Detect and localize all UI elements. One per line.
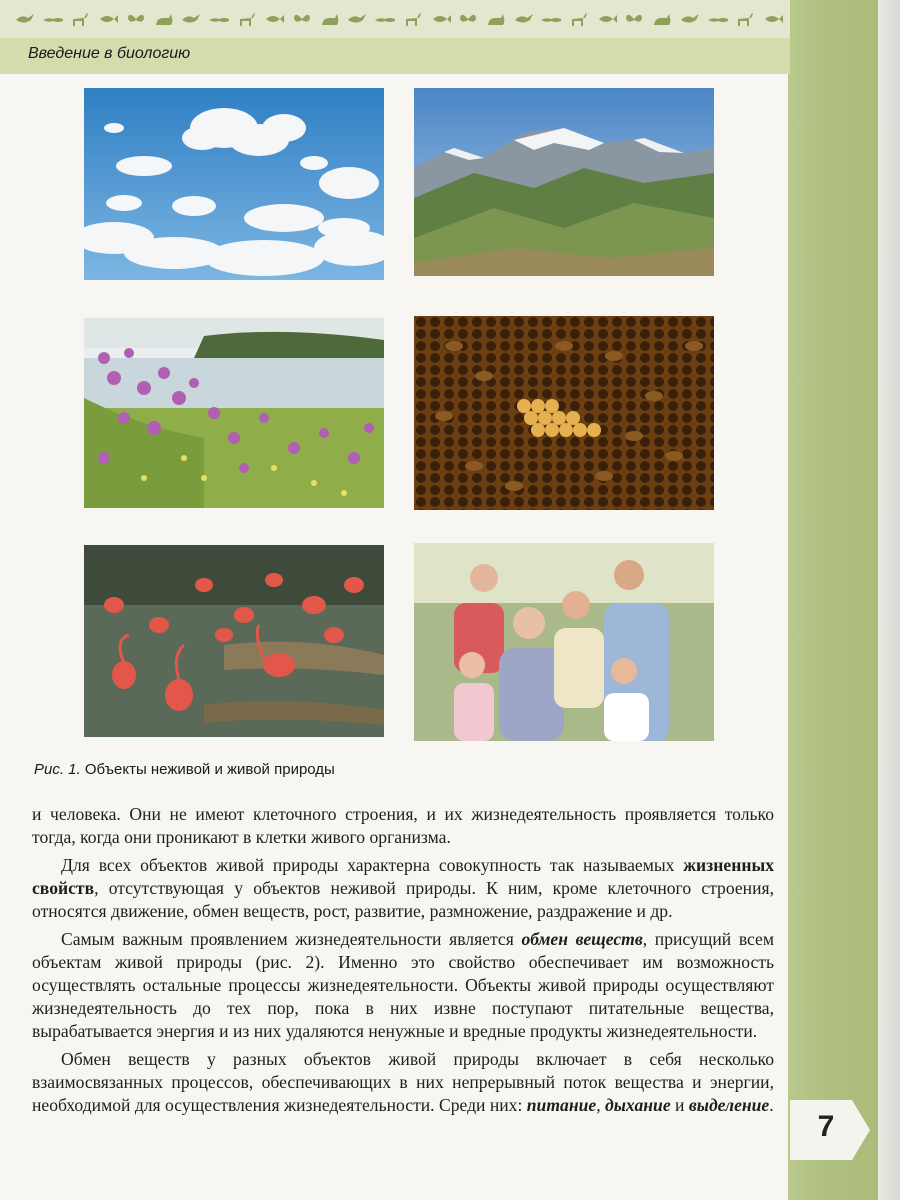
section-title: Введение в биологию	[28, 45, 191, 62]
cat-icon	[319, 10, 341, 28]
paragraph-3	[32, 928, 774, 1043]
flamingos-photo	[84, 545, 384, 737]
butterfly-icon	[623, 10, 645, 28]
lizard-icon	[208, 10, 230, 28]
fish-icon	[596, 10, 618, 28]
term-metabolism: обмен веществ	[521, 929, 643, 949]
cat-icon	[485, 10, 507, 28]
paragraph-4-start: Обмен веществ у разных объектов живой природы включает в себя несколько взаимосвязанных процессов, обеспечивающих в них непрерывный поток вещества и энергии, необходимой для осуществления жизнедеятельности. Среди них:	[32, 1049, 774, 1115]
paragraph-3-start: Самым важным проявлением жизнедеятельности является	[61, 929, 522, 949]
lizard-icon	[42, 10, 64, 28]
fish-icon	[263, 10, 285, 28]
bird-icon	[346, 10, 368, 28]
sky-clouds-photo	[84, 88, 384, 280]
butterfly-icon	[457, 10, 479, 28]
body-text	[32, 803, 774, 1117]
caption-label: Рис. 1.	[34, 761, 81, 778]
animal-silhouette-strip	[0, 0, 790, 38]
term-respiration: дыхание	[604, 1095, 671, 1115]
butterfly-icon	[125, 10, 147, 28]
cat-icon	[651, 10, 673, 28]
butterfly-icon	[291, 10, 313, 28]
deer-icon	[69, 10, 91, 28]
separator: и	[670, 1095, 689, 1115]
flowers-lake-photo	[84, 318, 384, 508]
deer-icon	[734, 10, 756, 28]
bird-icon	[513, 10, 535, 28]
caption-text: Объекты неживой и живой природы	[80, 761, 335, 778]
paragraph-2	[32, 854, 774, 923]
deer-icon	[568, 10, 590, 28]
lizard-icon	[540, 10, 562, 28]
page-number: 7	[817, 1110, 835, 1143]
bird-icon	[679, 10, 701, 28]
paragraph-3-end: , присущий всем объектам живой природы (рис. 2). Именно это свойство обеспечивает им возможность осуществлять остальные процессы жизнедеятельности. Объекты живой природы осуществляют жизнедеятельность до тех пор, пока в них извне поступают питательные вещества, вырабатывается энергия и из них удаляются ненужные и вредные продукты жизнедеятельности.	[32, 929, 774, 1041]
animal-silhouette-row	[14, 6, 784, 32]
cat-icon	[153, 10, 175, 28]
term-excretion: выделение	[688, 1095, 770, 1115]
family-photo	[414, 543, 714, 741]
fish-icon	[430, 10, 452, 28]
lizard-icon	[707, 10, 729, 28]
separator: ,	[596, 1095, 605, 1115]
bees-honeycomb-photo	[414, 316, 714, 510]
paragraph-4-end: .	[769, 1095, 774, 1115]
lizard-icon	[374, 10, 396, 28]
term-vital-properties: жизненных свойств	[32, 855, 774, 898]
bird-icon	[14, 10, 36, 28]
figure-caption	[34, 761, 335, 778]
deer-icon	[402, 10, 424, 28]
paragraph-1: и человека. Они не имеют клеточного строения, и их жизнедеятельность проявляется только тогда, когда они проникают в клетки живого организма.	[32, 804, 774, 847]
fish-icon	[762, 10, 784, 28]
page-edge	[878, 0, 900, 1200]
deer-icon	[236, 10, 258, 28]
fish-icon	[97, 10, 119, 28]
bird-icon	[180, 10, 202, 28]
term-nutrition: питание	[526, 1095, 597, 1115]
mountains-photo	[414, 88, 714, 276]
paragraph-2-end: , отсутствующая у объектов неживой природы. К ним, кроме клеточного строения, относятся движение, обмен веществ, рост, развитие, размножение, раздражение и др.	[32, 878, 774, 921]
paragraph-4	[32, 1048, 774, 1117]
paragraph-2-start: Для всех объектов живой природы характерна совокупность так называемых	[61, 855, 684, 875]
